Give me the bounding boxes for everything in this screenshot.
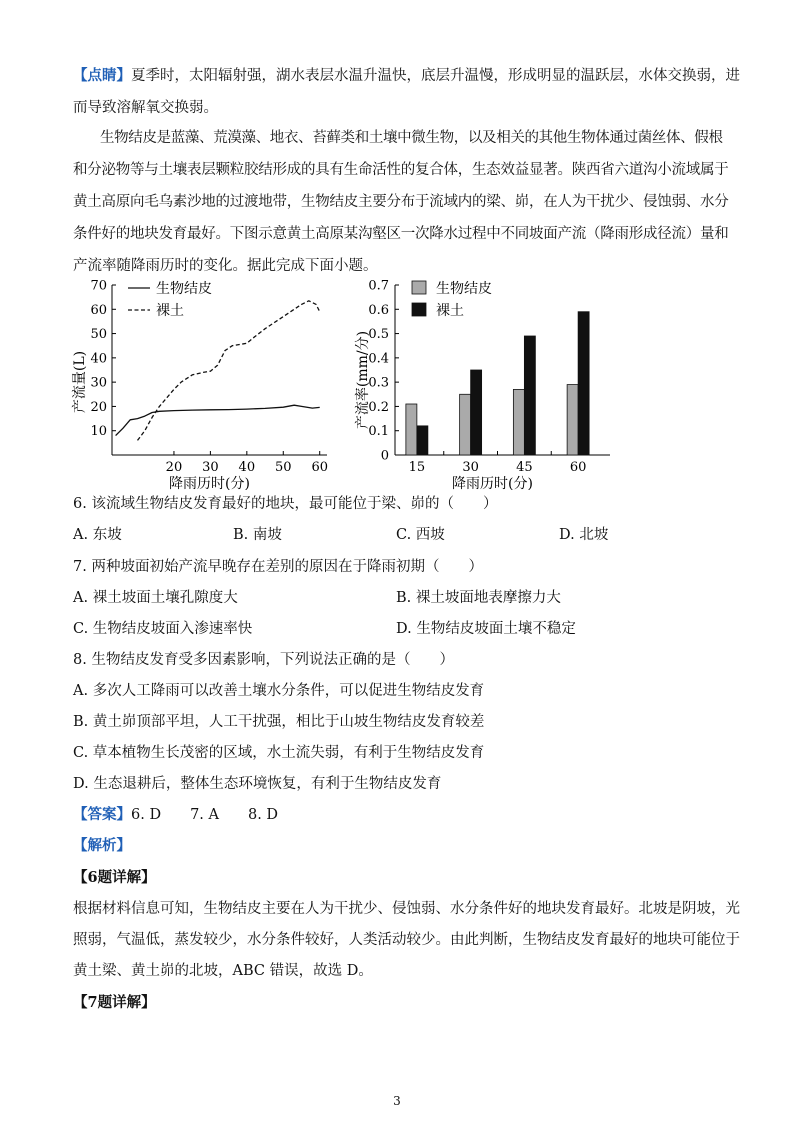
q7-option-b[interactable]: B. 裸土坡面地表摩擦力大	[396, 590, 561, 606]
question-8-stem: 8. 生物结皮发育受多因素影响，下列说法正确的是（ ）	[73, 652, 454, 668]
y-tick-label: 0.4	[368, 351, 389, 367]
x-axis-title: 降雨历时(分)	[452, 476, 533, 490]
passage-line-2: 和分泌物等与土壤表层颗粒胶结形成的具有生命活性的复合体，生态效益显著。陕西省六道沟小流域属于	[73, 162, 729, 178]
page-number: 3	[393, 1094, 401, 1108]
passage-line-4: 条件好的地块发育最好。下图示意黄土高原某沟壑区一次降水过程中不同坡面产流（降雨形成径流）量和	[73, 226, 729, 242]
x-tick-label: 40	[238, 460, 256, 475]
bar-biocrust-15	[406, 404, 417, 455]
q8-option-a[interactable]: A. 多次人工降雨可以改善土壤水分条件，可以促进生物结皮发育	[73, 683, 485, 699]
note-text-1: 夏季时，太阳辐射强，湖水表层水温升温快，底层升温慢，形成明显的温跃层，水体交换弱，进	[131, 68, 740, 84]
legend-label-1: 裸土	[156, 303, 184, 319]
y-tick-label: 0.3	[368, 375, 389, 391]
detail-6-line-1: 根据材料信息可知，生物结皮主要在人为干扰少、侵蚀弱、水分条件好的地块发育最好。北坡是阴坡，光	[73, 901, 740, 917]
note-line-1	[73, 66, 740, 86]
x-tick-label: 60	[569, 460, 587, 475]
question-7-stem: 7. 两种坡面初始产流早晚存在差别的原因在于降雨初期（ ）	[73, 559, 483, 575]
q6-option-b[interactable]: B. 南坡	[233, 527, 282, 543]
series-line-bare-soil	[138, 301, 320, 441]
y-tick-label: 0	[380, 448, 389, 464]
passage-line-3: 黄土高原向毛乌素沙地的过渡地带，生物结皮主要分布于流域内的梁、峁，在人为干扰少、侵蚀弱、水分	[73, 194, 729, 210]
legend-label-1: 裸土	[436, 303, 464, 319]
x-tick-label: 20	[165, 460, 183, 475]
x-axis-title: 降雨历时(分)	[169, 476, 250, 490]
series-line-biocrust	[116, 405, 320, 435]
bar-bare-soil-60	[578, 312, 589, 455]
runoff-volume-line-chart	[60, 275, 345, 490]
analysis-tag: 【解析】	[73, 837, 131, 854]
bar-bare-soil-30	[471, 370, 482, 455]
q8-option-c[interactable]: C. 草本植物生长茂密的区域，水土流失弱，有利于生物结皮发育	[73, 745, 485, 761]
x-tick-label: 50	[274, 460, 292, 475]
legend-label-0: 生物结皮	[156, 281, 212, 297]
runoff-rate-bar-chart	[350, 275, 620, 490]
y-tick-label: 70	[90, 278, 107, 294]
note-tag: 【点睛】	[73, 67, 131, 84]
q7-option-a[interactable]: A. 裸土坡面土壤孔隙度大	[73, 590, 238, 606]
q6-option-d[interactable]: D. 北坡	[559, 527, 609, 543]
y-tick-label: 30	[90, 375, 107, 391]
x-tick-label: 30	[462, 460, 479, 475]
answer-line	[73, 805, 723, 825]
x-tick-label: 15	[408, 460, 426, 475]
passage-line-5: 产流率随降雨历时的变化。据此完成下面小题。	[73, 258, 378, 274]
detail-7-tag: 【7题详解】	[73, 994, 156, 1011]
q7-option-d[interactable]: D. 生物结皮坡面土壤不稳定	[396, 621, 576, 637]
y-tick-label: 0.2	[368, 399, 389, 415]
y-axis-title: 产流率(mm/分)	[355, 330, 371, 430]
bar-biocrust-30	[460, 394, 471, 455]
bar-biocrust-60	[567, 385, 578, 455]
passage-line-1: 生物结皮是蓝藻、荒漠藻、地衣、苔藓类和土壤中微生物，以及相关的其他生物体通过菌丝体、假根	[100, 130, 723, 146]
y-tick-label: 0.6	[368, 302, 389, 318]
y-tick-label: 0.5	[368, 327, 389, 343]
detail-6-line-2: 照弱，气温低，蒸发较少，水分条件较好，人类活动较少。由此判断，生物结皮发育最好的地块可能位于	[73, 932, 740, 948]
y-tick-label: 10	[90, 424, 107, 440]
y-tick-label: 20	[90, 399, 107, 415]
legend-label-0: 生物结皮	[436, 281, 492, 297]
note-line-2: 而导致溶解氧交换弱。	[73, 100, 218, 116]
y-tick-label: 60	[90, 302, 107, 318]
x-tick-label: 60	[311, 460, 328, 475]
q6-option-a[interactable]: A. 东坡	[73, 527, 122, 543]
y-tick-label: 0.7	[368, 278, 389, 294]
y-axis-title: 产流量(L)	[72, 350, 88, 414]
bar-bare-soil-15	[417, 426, 428, 455]
y-tick-label: 0.1	[368, 424, 389, 440]
legend-swatch-0	[412, 281, 426, 294]
q6-option-c[interactable]: C. 西坡	[396, 527, 445, 543]
q8-option-b[interactable]: B. 黄土峁顶部平坦，人工干扰强，相比于山坡生物结皮发育较差	[73, 714, 485, 730]
question-6-stem: 6. 该流域生物结皮发育最好的地块，最可能位于梁、峁的（ ）	[73, 496, 498, 512]
detail-6-line-3: 黄土梁、黄土峁的北坡，ABC 错误，故选 D。	[73, 963, 373, 979]
bar-biocrust-45	[513, 389, 524, 455]
bar-bare-soil-45	[524, 336, 535, 455]
q8-option-d[interactable]: D. 生态退耕后，整体生态环境恢复，有利于生物结皮发育	[73, 776, 442, 792]
x-tick-label: 30	[202, 460, 219, 475]
x-tick-label: 45	[516, 460, 533, 475]
detail-6-tag: 【6题详解】	[73, 869, 156, 886]
answer-tag: 【答案】	[73, 806, 131, 823]
q7-option-c[interactable]: C. 生物结皮坡面入渗速率快	[73, 621, 253, 637]
y-tick-label: 40	[90, 351, 107, 367]
answer-text: 6. D 7. A 8. D	[131, 807, 279, 823]
y-tick-label: 50	[90, 327, 107, 343]
legend-swatch-1	[412, 303, 426, 316]
